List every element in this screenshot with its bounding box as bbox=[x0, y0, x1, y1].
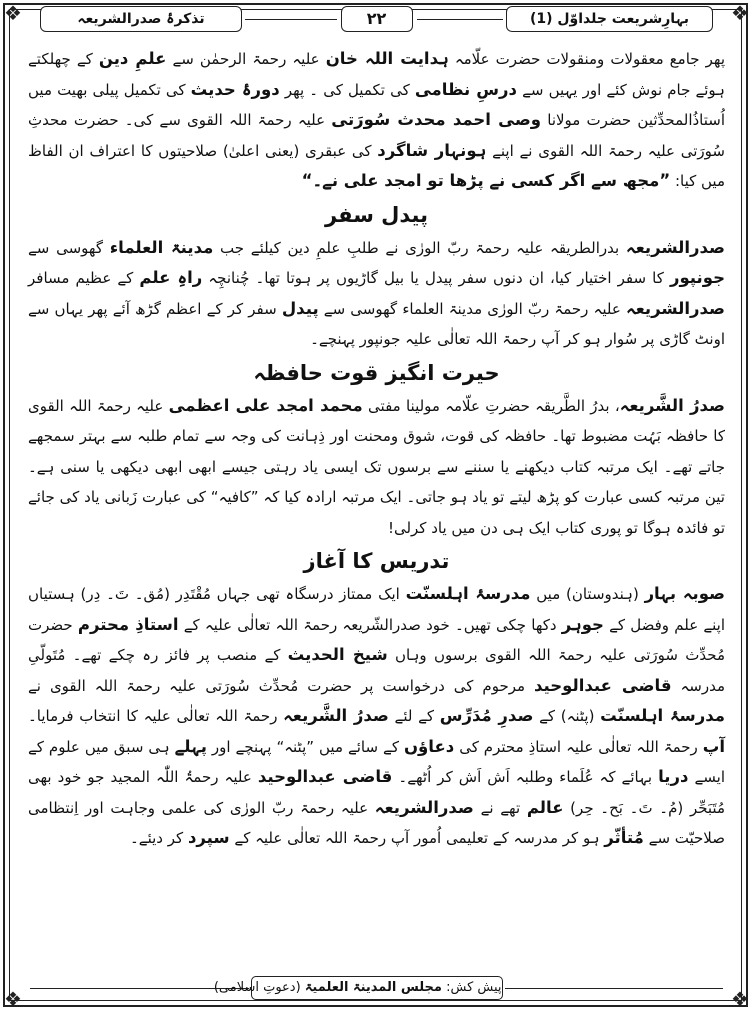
emphasis-text: سپرد bbox=[187, 828, 230, 847]
paragraph-text: کے لئے bbox=[388, 707, 440, 725]
emphasis-text: صدرُ الشَّریعہ bbox=[619, 395, 725, 415]
emphasis-text: ”مجھ سے اگر کسی نے پڑھا تو امجد علی نے۔“ bbox=[301, 171, 671, 190]
page-body bbox=[28, 44, 725, 966]
paragraph-text: دکھا چکی تھیں۔ خود صدرالشّریعہ رحمۃ اللہ تعالٰی علیہ کے bbox=[178, 615, 562, 634]
paragraph-text: سفر کر کے اعظم گڑھ آئے پھر یہاں سے اونٹ گاڑی پر سُوار ہو کر آپ رحمۃ اللہ تعالٰی علیہ جونپور پہنچے۔ bbox=[28, 299, 725, 348]
paragraph-text: کے سائے میں ”پٹنہ“ پہنچے اور bbox=[206, 737, 404, 756]
emphasis-text: دورۂ حدیث bbox=[190, 79, 280, 99]
emphasis-text: عالم bbox=[526, 797, 564, 817]
emphasis-text: دعاؤں bbox=[403, 736, 455, 756]
emphasis-text: علمِ دین bbox=[98, 49, 167, 68]
emphasis-text: مُتأثّر bbox=[604, 828, 644, 847]
body-paragraph bbox=[28, 391, 725, 544]
emphasis-text: ہونہار شاگرد bbox=[377, 140, 487, 160]
paragraph-text: کی تکمیل کی ۔ پھر bbox=[279, 80, 415, 99]
body-paragraph bbox=[28, 233, 725, 355]
header-rule bbox=[417, 19, 504, 20]
emphasis-text: ہدایت اللہ خان bbox=[325, 49, 449, 68]
emphasis-text: وصی احمد محدث سُورَتی bbox=[331, 110, 542, 129]
emphasis-text: مدرسۂ اہلسنّت bbox=[600, 706, 725, 725]
paragraph-text: ہی سبق میں علوم کے ایسے bbox=[28, 737, 725, 786]
paragraph-text: مرحوم کی درخواست پر حضرت مُحدِّث سُورَتی علیہ رحمۃ اللہ القوی نے bbox=[28, 676, 535, 695]
paragraph-text: علیہ رحمۃُ اللّٰہ المجید جو خود بھی مُتَبَحِّر (مُ۔ تَ۔ بَح۔ حِر) bbox=[28, 768, 725, 817]
section-heading: تدریس کا آغاز bbox=[303, 549, 450, 573]
paragraph-text: علیہ رحمۃ اللہ القوی کا حافظہ بَہُت مضبوط تھا۔ حافظہ کی قوت، شوق ومحنت اور ذِہانت کی وجہ سے تمام طلبہ سے بہتر سمجھے جاتے تھے۔ ایک مرتبہ کتاب دیکھنے یا سننے سے برسوں تک ایسی یاد رہتی جیسے ابھی ابھی دیکھی یا سنی ہے۔ تین مرتبہ کسی عبارت کو پڑھ لیتے تو یاد ہو جاتی۔ ایک مرتبہ ارادہ کیا کہ ”کافیہ“ کی عبارت زَبانی یاد کی جائے تو فائدہ ہوگا تو پوری کتاب ایک ہی دن میں یاد کرلی! bbox=[28, 396, 725, 537]
paragraph-text: گھوسی سے bbox=[28, 238, 110, 257]
corner-ornament-icon: ❖ bbox=[4, 987, 22, 1011]
paragraph-text: بہائے کہ عُلَماء وطلبہ اَش اَش کر اُٹھے۔ bbox=[392, 768, 659, 786]
emphasis-text: راہِ علم bbox=[139, 268, 203, 287]
publisher-org: (دعوتِ اسلامی) bbox=[213, 980, 301, 995]
emphasis-text: محمد امجد علی اعظمی bbox=[168, 395, 363, 415]
emphasis-text: درسِ نظامی bbox=[414, 79, 517, 99]
paragraph-text: ہو کر مدرسہ کے تعلیمی اُمور آپ رحمۃ اللہ تعالٰی علیہ کے bbox=[229, 829, 605, 847]
emphasis-text: استاذِ محترم bbox=[77, 614, 179, 634]
emphasis-text: قاضی عبدالوحید bbox=[257, 767, 393, 786]
paragraph-text: (ہندوستان) میں bbox=[530, 585, 645, 603]
body-paragraph bbox=[28, 44, 725, 197]
corner-ornament-icon: ❖ bbox=[731, 1, 749, 25]
paragraph-text: کے عظیم مسافر bbox=[28, 269, 140, 287]
corner-ornament-icon: ❖ bbox=[731, 987, 749, 1011]
page-header bbox=[40, 6, 713, 34]
emphasis-text: صدرالشریعہ bbox=[625, 298, 725, 318]
paragraph-text: تھے نے bbox=[473, 798, 527, 817]
emphasis-text: مدرسۂ اہلسنّت bbox=[405, 584, 531, 603]
paragraph-text: حضرت مُحدِّث سُورَتی علیہ رحمۃ اللہ القوی برسوں وہاں bbox=[28, 615, 725, 664]
section-title: تذکرۂ صدرالشریعہ bbox=[40, 6, 242, 32]
paragraph-text: بدرالطریقہ علیہ رحمۃ ربّ الورٰی نے طلبِ علمِ دین کیلئے جب bbox=[213, 238, 626, 257]
paragraph-text: ، بدرُ الطَّریقہ حضرتِ علّامہ مولینا مفتی bbox=[362, 396, 620, 415]
header-rule bbox=[245, 19, 337, 20]
paragraph-text: ایک ممتاز درسگاہ تھی جہاں مُقْتَدِر (مُق۔ تَ۔ دِر) ہستیاں اپنے علم وفضل کے bbox=[28, 585, 725, 634]
paragraph-text: علیہ رحمۃ اللہ القوی سے کی۔ حضرت محدثِ سُورَتی علیہ رحمۃ اللہ القوی نے اپنے bbox=[28, 111, 725, 160]
emphasis-text: پیدل bbox=[281, 298, 319, 318]
paragraph-text: علیہ رحمۃ ربّ الورٰی کی علمی وجاہت اور اِنتظامی صلاحیّت سے bbox=[28, 798, 725, 847]
paragraph-text: کے چھلکتے ہوئے جام نوش کئے اور یہیں سے bbox=[28, 50, 725, 99]
body-paragraph bbox=[28, 579, 725, 854]
emphasis-text: صدرِ مُدَرِّس bbox=[439, 706, 534, 725]
paragraph-text: پھر جامع معقولات ومنقولات حضرت علّامہ bbox=[448, 50, 725, 68]
paragraph-text: رحمۃ اللہ تعالٰی علیہ استاذِ محترم کی bbox=[454, 737, 703, 756]
section-heading: حیرت انگیز قوت حافظہ bbox=[253, 360, 500, 385]
paragraph-text: کی عبقری (یعنی اعلیٰ) صلاحیتوں کا اعتراف ان الفاظ میں کیا: bbox=[28, 141, 725, 190]
paragraph-text: کا سفر اختیار کیا، ان دنوں سفر پیدل یا بیل گاڑیوں پر ہوتا تھا۔ چُنانچِہ bbox=[202, 269, 670, 287]
corner-ornament-icon: ❖ bbox=[4, 1, 22, 25]
emphasis-text: جونپور bbox=[669, 268, 725, 287]
footer-label: پیش کش: bbox=[446, 980, 502, 995]
emphasis-text: مدینۃ العلماء bbox=[109, 237, 214, 257]
section-heading: پیدل سفر bbox=[325, 202, 428, 227]
publisher-box bbox=[213, 976, 503, 1000]
paragraph-text: کی تکمیل پیلی بھیت میں اُستاذُالمحدِّثین حضرت مولانا bbox=[28, 80, 726, 129]
emphasis-text: پہلے bbox=[174, 736, 207, 756]
emphasis-text: آپ bbox=[702, 736, 725, 756]
paragraph-text: کر دیئے۔ bbox=[130, 829, 188, 847]
publisher-name: مجلس المدینۃ العلمیۃ bbox=[304, 980, 442, 995]
paragraph-text: رحمۃ اللہ تعالٰی علیہ کا انتخاب فرمایا۔ bbox=[28, 707, 284, 725]
book-title: بہارِشریعت جلداوّل (1) bbox=[506, 6, 713, 32]
emphasis-text: جوہر bbox=[561, 614, 604, 634]
page-number: ۲۲ bbox=[341, 6, 413, 32]
emphasis-text: شیخ الحدیث bbox=[287, 645, 388, 664]
page-footer bbox=[0, 976, 753, 1002]
paragraph-text: کے منصب پر فائز رہ چکے تھے۔ مُتَولّیِ مدرسہ bbox=[28, 646, 726, 695]
paragraph-text: علیہ رحمۃ ربّ الورٰی مدینۃ العلماء گھوسی سے bbox=[318, 299, 626, 318]
emphasis-text: صدرُ الشَّریعہ bbox=[283, 706, 389, 725]
paragraph-text: علیہ رحمۃ الرحمٰن سے bbox=[166, 50, 326, 68]
paragraph-text: (پٹنہ) کے bbox=[533, 707, 601, 725]
emphasis-text: قاضی عبدالوحید bbox=[534, 675, 672, 695]
emphasis-text: صدرالشریعہ bbox=[625, 237, 725, 257]
footer-rule bbox=[505, 988, 724, 989]
emphasis-text: صوبہ بہار bbox=[644, 584, 725, 603]
emphasis-text: صدرالشریعہ bbox=[374, 797, 474, 817]
emphasis-text: دریا bbox=[658, 767, 689, 786]
